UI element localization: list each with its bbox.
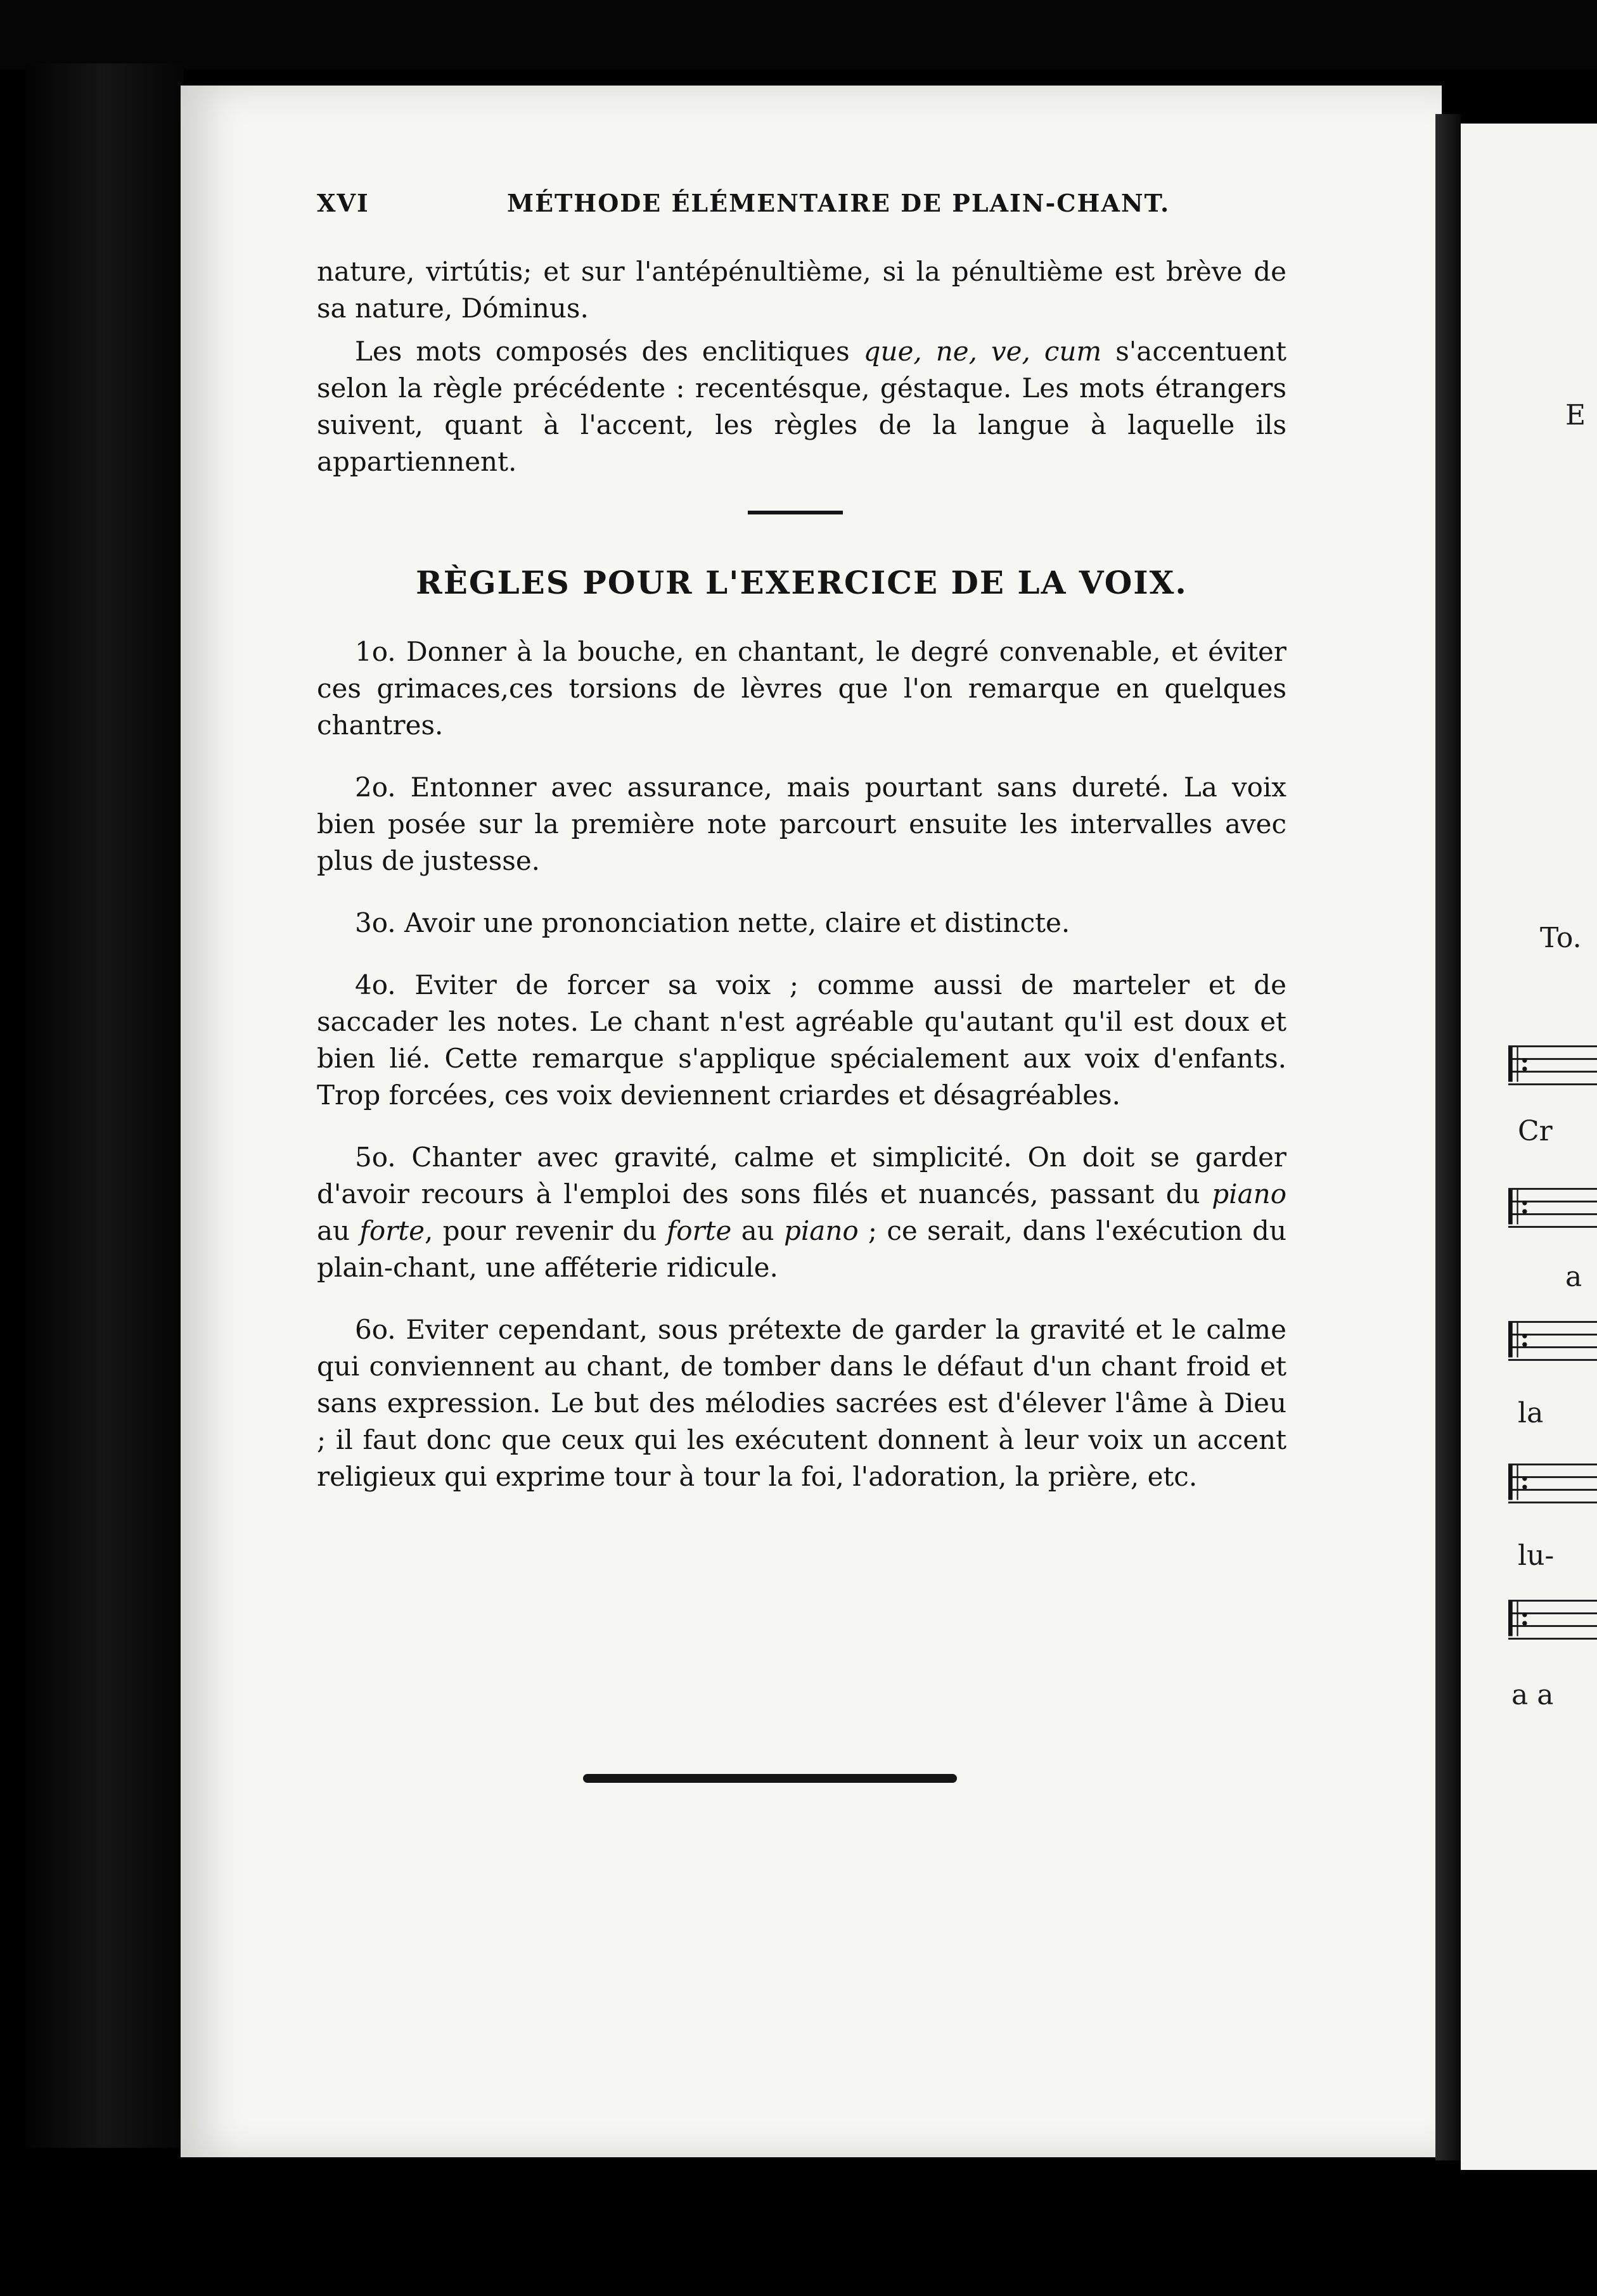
intro-paragraph-2: [317, 333, 1286, 480]
clef-icon: 𝄆: [1508, 1182, 1530, 1234]
ornamental-rule: [583, 1774, 957, 1783]
intro-paragraph-1: nature, virtútis; et sur l'antépénultième, si la pénultième est brève de sa nature, Dóminus.: [317, 256, 1286, 324]
italic-span: forte: [359, 1215, 425, 1246]
chant-staff: [1508, 1594, 1597, 1650]
scan-border: [0, 0, 1597, 70]
text-span: ; ce serait, dans l'exécution du plain-chant, une afféterie ridicule.: [317, 1215, 1286, 1283]
rule-item: 1o. Donner à la bouche, en chantant, le degré convenable, et éviter ces grimaces,ces torsions de lèvres que l'on remarque en quelques chantres.: [317, 636, 1286, 741]
facing-page-fragment: a: [1565, 1261, 1582, 1293]
facing-page-fragment: lu-: [1518, 1540, 1555, 1572]
section-title: RÈGLES POUR L'EXERCICE DE LA VOIX.: [416, 564, 1188, 601]
book-binding: [25, 63, 184, 2148]
text-span: au: [731, 1215, 784, 1246]
running-title: MÉTHODE ÉLÉMENTAIRE DE PLAIN-CHANT.: [507, 189, 1170, 217]
facing-page-fragment: la: [1518, 1397, 1544, 1429]
separator-rule: [748, 511, 843, 514]
page-gutter: [1435, 114, 1461, 2160]
chant-staff: [1508, 1040, 1597, 1096]
italic-span: forte: [666, 1215, 732, 1246]
rule-item: 2o. Entonner avec assurance, mais pourtant sans dureté. La voix bien posée sur la première note parcourt ensuite les intervalles avec plus de justesse.: [317, 772, 1286, 876]
clef-icon: 𝄆: [1508, 1594, 1530, 1646]
text-span: 5o. Chanter avec gravité, calme et simplicité. On doit se garder d'avoir recours à l'emploi des sons filés et nuancés, passant du: [317, 1142, 1286, 1209]
text-span: , pour revenir du: [425, 1215, 667, 1246]
facing-page-fragment: a a: [1511, 1679, 1554, 1711]
chant-staff: [1508, 1315, 1597, 1372]
italic-span: piano: [783, 1215, 859, 1246]
facing-page-fragment: Cr: [1518, 1115, 1553, 1147]
rule-item: [317, 1139, 1286, 1286]
chant-staff: [1508, 1458, 1597, 1514]
text-span: au: [317, 1215, 360, 1246]
facing-page-fragment: To.: [1540, 922, 1582, 954]
facing-page-fragment: E: [1565, 399, 1586, 431]
clef-icon: 𝄆: [1508, 1315, 1530, 1367]
rules-list: [317, 634, 1286, 1495]
italic-span: piano: [1212, 1178, 1286, 1209]
page-number: XVI: [317, 189, 369, 217]
clef-icon: 𝄆: [1508, 1040, 1530, 1092]
clef-icon: 𝄆: [1508, 1458, 1530, 1510]
intro-text: [317, 253, 1286, 480]
rule-item: 6o. Eviter cependant, sous prétexte de garder la gravité et le calme qui conviennent au chant, de tomber dans le défaut d'un chant froid et sans expression. Le but des mélodies sacrées est d'élever l'âme à Dieu ; il faut donc que ceux qui les exécutent donnent à leur voix un accent religieux qui exprime tour à tour la foi, l'adoration, la prière, etc.: [317, 1314, 1286, 1492]
rule-item: 3o. Avoir une prononciation nette, claire et distincte.: [355, 907, 1070, 938]
chant-staff: [1508, 1182, 1597, 1239]
running-header: [317, 184, 1318, 228]
rule-item: 4o. Eviter de forcer sa voix ; comme aussi de marteler et de saccader les notes. Le chant n'est agréable qu'autant qu'il est doux et bien lié. Cette remarque s'applique spécialement aux voix d'enfants. Trop forcées, ces voix deviennent criardes et désagréables.: [317, 969, 1286, 1111]
italic-span: que, ne, ve, cum: [863, 336, 1102, 367]
text-span: Les mots composés des enclitiques: [355, 336, 864, 367]
text-span: s'accentuent selon la règle précédente : recentésque, géstaque. Les mots étrangers suivent, quant à l'accent, les règles de la langue à laquelle ils appartiennent.: [317, 336, 1287, 477]
